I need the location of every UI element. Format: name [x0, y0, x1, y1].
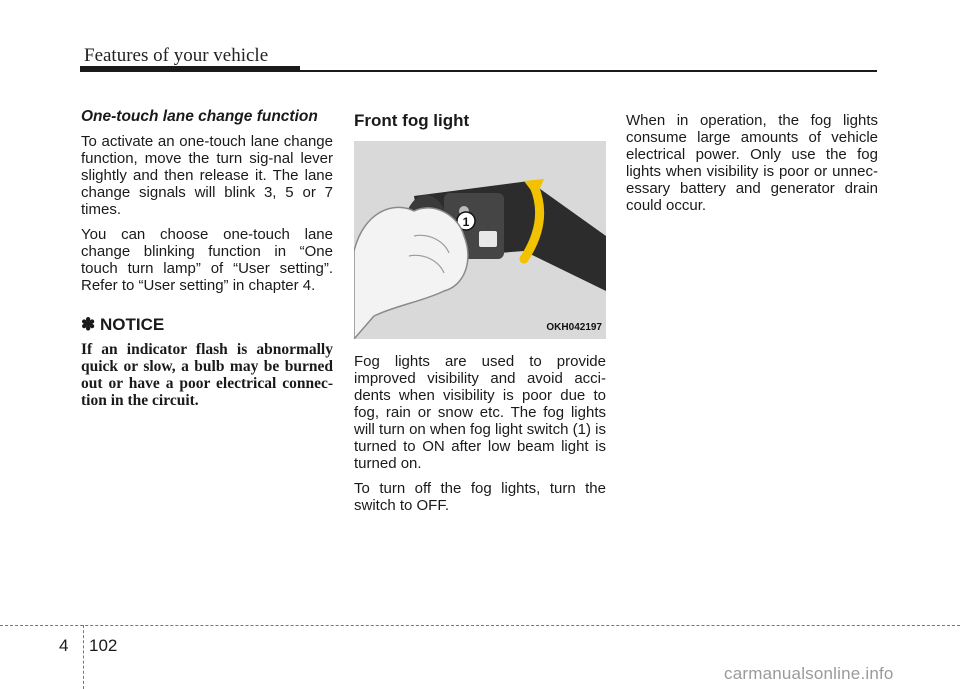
header-rule — [300, 70, 877, 72]
paragraph: Fog lights are used to provide improved visibility and avoid acci-dents when visibility is poor due to fog, rain or snow etc. The fog lights will turn on when fog light switch (1) is turned to ON after low beam light is turned on. — [354, 353, 606, 472]
notice-body: If an indicator flash is abnormally quick or slow, a bulb may be burned out or have a poor electrical connec-tion in the circuit. — [81, 341, 333, 409]
lever-illustration — [354, 141, 606, 339]
paragraph: To activate an one-touch lane change function, move the turn sig-nal lever slightly and then release it. The lane change signals will blink 3, 5 or 7 times. — [81, 133, 333, 218]
fog-switch-icon — [479, 231, 497, 247]
fog-light-switch-figure — [354, 141, 606, 339]
paragraph: When in operation, the fog lights consume large amounts of vehicle electrical power. Only use the fog lights when visibility is poor or unnec-essary battery and generator drain could occur. — [626, 112, 878, 214]
hand — [354, 207, 468, 339]
header-bar — [80, 66, 300, 72]
footer-divider — [83, 625, 84, 689]
notice-title: ✽ NOTICE — [81, 315, 165, 334]
column-fog-light-caution — [626, 112, 878, 222]
page-number: 102 — [89, 636, 118, 655]
section-heading-front-fog-light: Front fog light — [354, 111, 470, 130]
footer-rule — [0, 625, 960, 626]
header-title: Features of your vehicle — [84, 45, 269, 66]
paragraph: To turn off the fog lights, turn the switch to OFF. — [354, 480, 606, 514]
subheading-one-touch-lane-change: One-touch lane change function — [81, 108, 318, 125]
callout-number: 1 — [462, 215, 470, 229]
column-one-touch-lane-change — [81, 108, 333, 417]
column-front-fog-light — [354, 108, 606, 522]
paragraph: You can choose one-touch lane change blinking function in “One touch turn lamp” of “User setting”. Refer to “User setting” in chapter 4. — [81, 226, 333, 294]
chapter-number: 4 — [59, 636, 69, 655]
figure-code: OKH042197 — [546, 322, 602, 333]
watermark: carmanualsonline.info — [724, 664, 894, 683]
